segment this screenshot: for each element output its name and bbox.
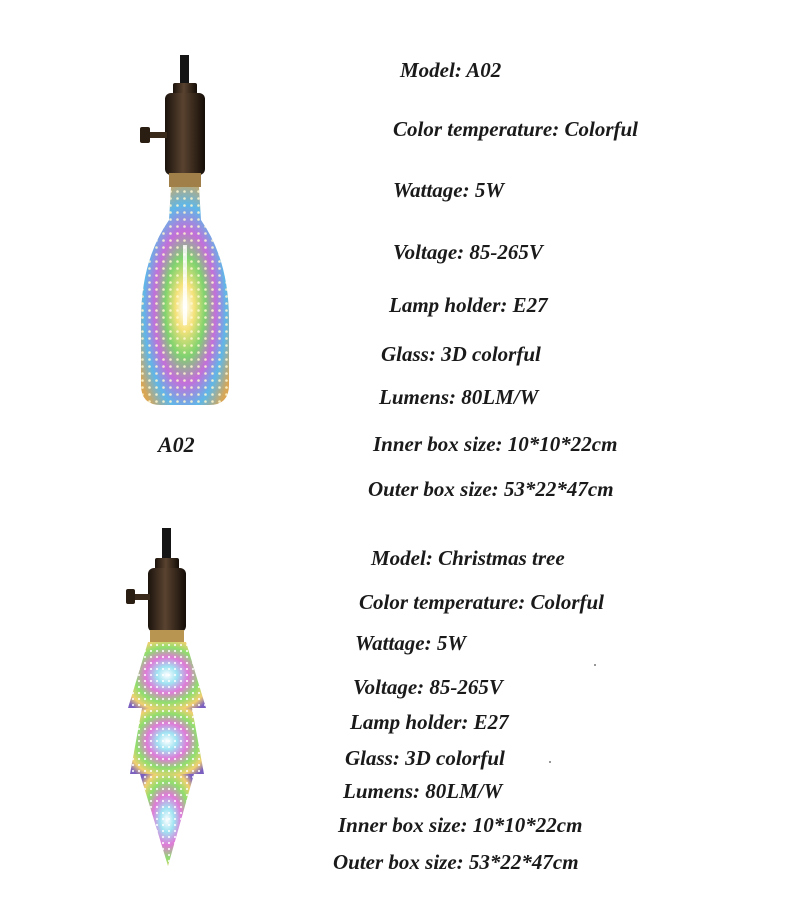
spec-voltage: Voltage: 85-265V: [393, 240, 543, 264]
spec-inner-box-size: Inner box size: 10*10*22cm: [373, 432, 618, 456]
spec-color-temperature: Color temperature: Colorful: [393, 117, 639, 141]
spec-model-2: Model: Christmas tree: [371, 546, 565, 570]
bulb-a02-caption: A02: [158, 432, 195, 457]
spec-color-temperature-2: Color temperature: Colorful: [359, 590, 605, 614]
spec-wattage: Wattage: 5W: [393, 178, 505, 202]
spec-wattage-2: Wattage: 5W: [355, 631, 467, 655]
spec-model: Model: A02: [400, 58, 502, 82]
spec-glass: Glass: 3D colorful: [381, 342, 541, 366]
spec-voltage-2: Voltage: 85-265V: [353, 675, 503, 699]
spec-lumens-2: Lumens: 80LM/W: [343, 779, 503, 803]
spec-inner-box-size-2: Inner box size: 10*10*22cm: [338, 813, 583, 837]
spec-outer-box-size: Outer box size: 53*22*47cm: [368, 477, 614, 501]
bulb-a02-image: [125, 55, 245, 415]
image-speck: [549, 761, 551, 763]
spec-outer-box-size-2: Outer box size: 53*22*47cm: [333, 850, 579, 874]
spec-glass-2: Glass: 3D colorful: [345, 746, 505, 770]
image-speck: [594, 664, 596, 666]
spec-lamp-holder-2: Lamp holder: E27: [350, 710, 509, 734]
spec-lamp-holder: Lamp holder: E27: [389, 293, 548, 317]
bulb-christmas-tree-image: [112, 528, 222, 868]
spec-lumens: Lumens: 80LM/W: [379, 385, 539, 409]
